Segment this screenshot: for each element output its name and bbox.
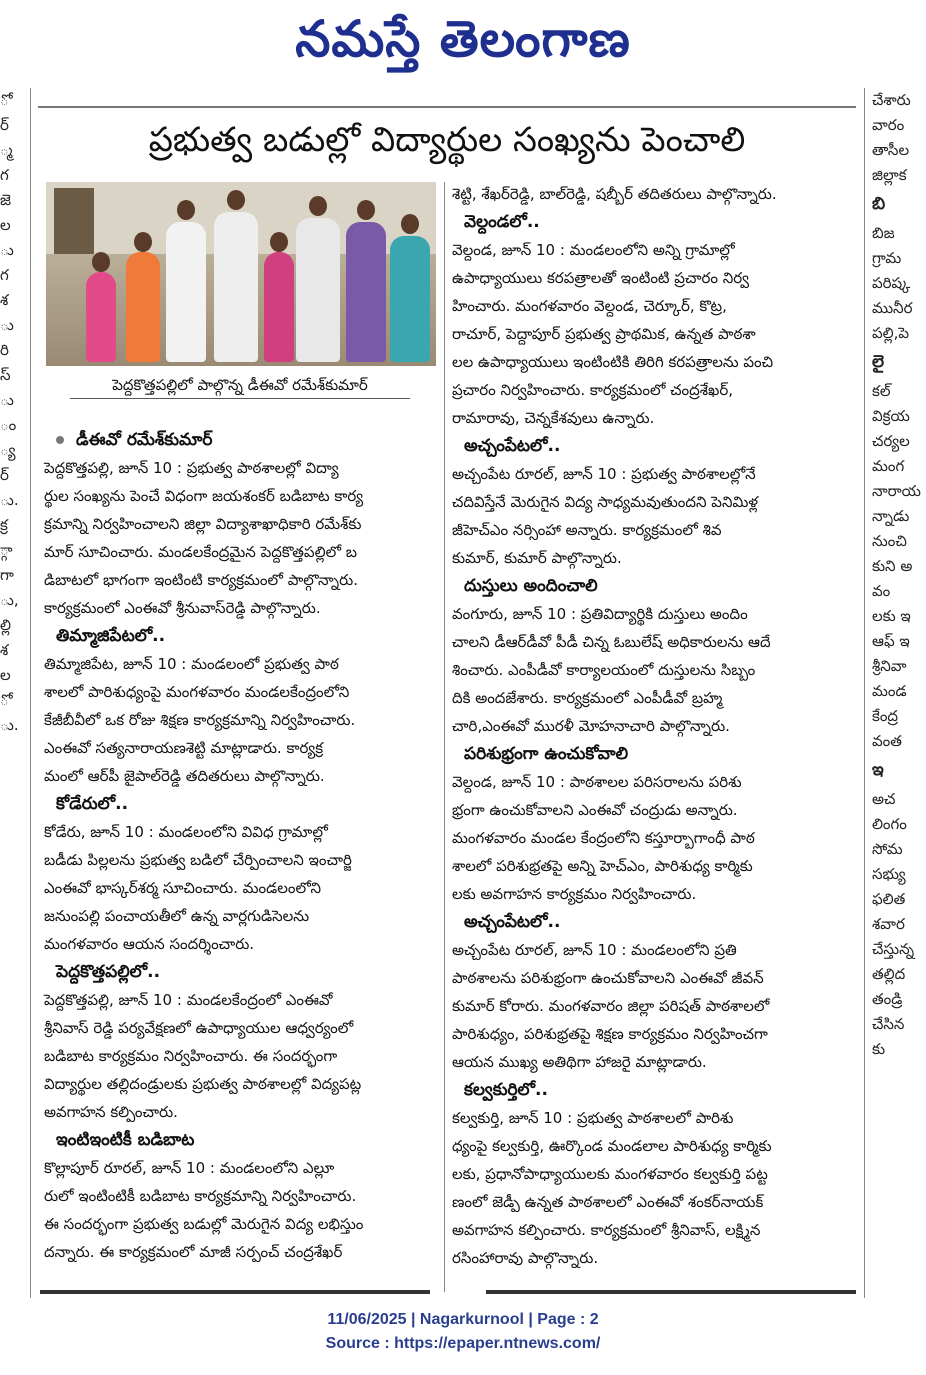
- edge-fragment: ు.: [0, 491, 19, 509]
- edge-fragment: ు.: [0, 716, 19, 734]
- article-top-rule: [38, 106, 856, 108]
- text-line: దికి అందజేశారు. కార్యక్రమంలో ఎంపీడీవో బ్రహ్మ: [452, 689, 723, 707]
- edge-fragment: ్య: [0, 441, 16, 459]
- edge-fragment: పరిష్క: [872, 274, 911, 292]
- edge-fragment: రి: [0, 341, 9, 359]
- photo-adult-figure: [390, 236, 430, 362]
- photo-head: [227, 190, 245, 210]
- text-line: ఎంఈవో భాస్కర్‌శర్మ సూచించారు. మండలంలోని: [44, 879, 322, 897]
- edge-fragment: మండ: [872, 682, 907, 700]
- edge-fragment: ర్: [0, 116, 9, 134]
- text-line: పెద్దకొత్తపల్లి, జూన్ 10 : ప్రభుత్వ పాఠశాలల్లో విద్యా: [44, 459, 339, 477]
- edge-fragment: లింగం: [872, 815, 907, 833]
- section-subheading: తిమ్మాజిపేటలో..: [56, 626, 166, 646]
- edge-fragment: ల్లి: [0, 616, 11, 634]
- text-line: రసింహారావు పాల్గొన్నారు.: [452, 1249, 599, 1267]
- text-line: ఎంఈవో సత్యనారాయణశెట్టి మాట్లాడారు. కార్యక్ర: [44, 739, 324, 757]
- photo-child-figure: [126, 252, 160, 362]
- text-line: లకు, ప్రధానోపాధ్యాయులకు మంగళవారం కల్వకుర్తి పట్ట: [452, 1165, 768, 1183]
- section-subheading: కల్వకుర్తిలో..: [464, 1080, 548, 1100]
- edge-fragment: శ: [0, 641, 9, 659]
- section-subheading: పెద్దకొత్తపల్లిలో..: [56, 962, 161, 982]
- text-line: ఆయన ముఖ్య అతిథిగా హాజరై మాట్లాడారు.: [452, 1053, 707, 1071]
- edge-fragment: గా: [0, 566, 14, 584]
- edge-fragment: ు: [0, 316, 14, 334]
- text-line: చాలని డీఆర్‌డీవో పీడీ చిన్న ఓబులేష్ అధికారులను ఆదే: [452, 633, 771, 651]
- photo-caption: పెద్దకొత్తపల్లిలో పాల్గొన్న డీఈవో రమేశ్‌కుమార్: [70, 372, 410, 399]
- section-subheading: అచ్చంపేటలో..: [464, 912, 561, 932]
- text-line: అవగాహన కల్పించారు. కార్యక్రమంలో శ్రీనివాస్, లక్ష్మిన: [452, 1221, 761, 1239]
- text-line: బడిబాట కార్యక్రమం నిర్వహించారు. ఈ సందర్భంగా: [44, 1047, 338, 1065]
- edge-fragment: నుంచి: [872, 532, 907, 550]
- bottom-headline-fragment: [40, 1290, 430, 1294]
- photo-head: [92, 252, 110, 272]
- page-footer: [0, 1308, 926, 1356]
- edge-fragment: ో: [0, 91, 9, 109]
- edge-fragment: బిజ: [872, 224, 895, 242]
- right-edge-column: [872, 88, 926, 1288]
- edge-fragment: జె: [0, 191, 11, 209]
- text-line: జనుంపల్లి పంచాయతీలో ఉన్న వార్లగుడిసెలను: [44, 907, 310, 925]
- section-subheading: కోడేరులో..: [56, 794, 129, 814]
- edge-fragment: గ: [0, 266, 9, 284]
- edge-fragment: ఇ: [872, 760, 884, 780]
- text-line: విద్యార్థుల తల్లిదండ్రులకు ప్రభుత్వ పాఠశాలల్లో విద్యపట్ల: [44, 1075, 362, 1093]
- text-line: మార్ సూచించారు. మండలకేంద్రమైన పెద్దకొత్తపల్లిలో బ: [44, 543, 358, 561]
- text-line: దన్నారు. ఈ కార్యక్రమంలో మాజీ సర్పంచ్ చంద్రశేఖర్: [44, 1243, 343, 1261]
- edge-fragment: ్గా: [0, 541, 13, 559]
- edge-fragment: సోమ: [872, 840, 903, 858]
- text-line: ప్రచారం నిర్వహించారు. కార్యక్రమంలో చంద్రశేఖర్,: [452, 381, 733, 399]
- article-column-right: [452, 180, 858, 1290]
- text-line: కుమార్, కుమార్ పాల్గొన్నారు.: [452, 549, 622, 567]
- byline: [44, 426, 436, 454]
- section-subheading: వెల్దండలో..: [464, 212, 540, 232]
- section-paragraph: [452, 600, 858, 740]
- edge-fragment: కేంద్ర: [872, 707, 899, 725]
- section-paragraph: [452, 180, 858, 208]
- photo-child-figure: [86, 272, 116, 362]
- text-line: లల ఉపాధ్యాయులు ఇంటింటికి తిరిగి కరపత్రాలను పంచి: [452, 353, 774, 371]
- edge-fragment: లై: [872, 352, 885, 372]
- newspaper-page: [0, 88, 926, 1298]
- text-line: బడీడు పిల్లలను ప్రభుత్వ బడిలో చేర్పించాలని ఇంచార్జి: [44, 851, 352, 869]
- text-line: శెట్టి, శేఖర్‌రెడ్డి, బాల్‌రెడ్డి, షబ్బీర్ తదితరులు పాల్గొన్నారు.: [452, 185, 777, 203]
- text-line: శాలలో పారిశుధ్యంపై మంగళవారం మండలకేంద్రంలోని: [44, 683, 350, 701]
- article-column-left: [44, 426, 436, 1286]
- edge-fragment: వం: [872, 582, 891, 600]
- section-paragraph: [452, 1104, 858, 1272]
- section-paragraph: [44, 454, 436, 622]
- edge-fragment: తల్లిద: [872, 965, 906, 983]
- text-line: డిబాటలో భాగంగా ఇంటింటి కార్యక్రమంలో పాల్గొన్నారు.: [44, 571, 358, 589]
- edge-fragment: మునీర: [872, 299, 913, 317]
- section-paragraph: [44, 1154, 436, 1266]
- text-line: కోడేరు, జూన్ 10 : మండలంలోని వివిధ గ్రామాల్లో: [44, 823, 328, 841]
- edge-fragment: చేస్తున్న: [872, 940, 915, 958]
- text-line: కార్యక్రమంలో ఎంఈవో శ్రీనువాస్‌రెడ్డి పాల్గొన్నారు.: [44, 599, 321, 617]
- edge-fragment: గ్రామ: [872, 249, 902, 267]
- edge-fragment: పల్లి,పె: [872, 324, 910, 342]
- text-line: పాఠశాలను పరిశుభ్రంగా ఉంచుకోవాలని ఎంఈవో జీవన్: [452, 969, 764, 987]
- section-paragraph: [44, 986, 436, 1126]
- edge-fragment: ో: [0, 691, 9, 709]
- footer-source: Source : https://epaper.ntnews.com/: [325, 1335, 601, 1352]
- edge-fragment: వారం: [872, 116, 905, 134]
- edge-fragment: విక్రయ: [872, 407, 910, 425]
- column-rule-left: [30, 88, 31, 1298]
- text-line: మంలో ఆర్‌పీ జైపాల్‌రెడ్డి తదితరులు పాల్గొన్నారు.: [44, 767, 325, 785]
- section-paragraph: [44, 818, 436, 958]
- photo-head: [309, 196, 327, 216]
- text-line: భ్రంగా ఉంచుకోవాలని ఎంఈవో చంద్రుడు అన్నారు.: [452, 801, 738, 819]
- text-line: కొల్లాపూర్ రూరల్, జూన్ 10 : మండలంలోని ఎల్లూ: [44, 1159, 335, 1177]
- section-subheading: ఇంటిఇంటికీ బడిబాట: [56, 1130, 195, 1150]
- masthead-logo: నమస్తే తెలంగాణ: [295, 10, 631, 68]
- bullet-icon: [56, 436, 64, 444]
- text-line: అచ్చంపేట రూరల్, జూన్ 10 : ప్రభుత్వ పాఠశాలల్లోనే: [452, 465, 756, 483]
- edge-fragment: ర్: [0, 466, 9, 484]
- text-line: వంగూరు, జూన్ 10 : ప్రతివిద్యార్థికి దుస్తులు అందిం: [452, 605, 748, 623]
- photo-head: [270, 232, 288, 252]
- text-line: చదివిస్తేనే మెరుగైన విద్య సాధ్యమవుతుందని పెనిమిళ్ల: [452, 493, 759, 511]
- edge-fragment: కు: [872, 1040, 886, 1058]
- edge-fragment: బి: [872, 194, 886, 214]
- edge-fragment: కుని అ: [872, 557, 913, 575]
- edge-fragment: గ: [0, 166, 9, 184]
- edge-fragment: తాసీల: [872, 141, 910, 159]
- photo-head: [401, 214, 419, 234]
- section-subheading: అచ్చంపేటలో..: [464, 436, 561, 456]
- edge-fragment: క్ర: [0, 516, 8, 534]
- text-line: ఈ సందర్భంగా ప్రభుత్వ బడుల్లో మెరుగైన విద్య లభిస్తుం: [44, 1215, 364, 1233]
- photo-door: [54, 188, 94, 254]
- photo-adult-figure: [214, 212, 258, 362]
- photo-adult-figure: [166, 222, 206, 362]
- section-subheading: దుస్తులు అందించాలి: [464, 576, 598, 596]
- edge-fragment: శ్రీనివా: [872, 657, 907, 675]
- byline-text: డీఈవో రమేశ్‌కుమార్: [76, 430, 213, 450]
- edge-fragment: తండ్రి: [872, 990, 903, 1008]
- text-line: ఉపాధ్యాయులు కరపత్రాలతో ఇంటింటి ప్రచారం నిర్వ: [452, 269, 750, 287]
- edge-fragment: చర్యల: [872, 432, 910, 450]
- section-paragraph: [452, 460, 858, 572]
- text-line: శ్రీనివాస్ రెడ్డి పర్యవేక్షణలో ఉపాధ్యాయుల ఆధ్వర్యంలో: [44, 1019, 354, 1037]
- edge-fragment: ు,: [0, 591, 19, 609]
- text-line: రులో ఇంటింటికీ బడిబాట కార్యక్రమాన్ని నిర్వహించారు.: [44, 1187, 357, 1205]
- text-line: కేజీబీవీలో ఒక రోజు శిక్షణ కార్యక్రమాన్ని నిర్వహించారు.: [44, 711, 356, 729]
- edge-fragment: వంత: [872, 732, 902, 750]
- article-photo: [46, 182, 436, 366]
- edge-fragment: ఫలిత: [872, 890, 906, 908]
- text-line: శాలలో పరిశుభ్రతపై అన్ని హెచ్ఎం, పారిశుధ్య కార్మికు: [452, 857, 753, 875]
- edge-fragment: ల: [0, 216, 11, 234]
- edge-fragment: ం: [0, 416, 17, 434]
- left-edge-column: [0, 88, 19, 1288]
- edge-fragment: ల: [0, 666, 11, 684]
- photo-child-figure: [264, 252, 294, 362]
- text-line: హించారు. మంగళవారం వెల్దండ, చెర్కూర్, కొట్ర,: [452, 297, 727, 315]
- section-paragraph: [452, 768, 858, 908]
- column-rule-right: [864, 88, 865, 1298]
- text-line: పారిశుధ్యం, పరిశుభ్రతపై శిక్షణ కార్యక్రమం నిర్వహించగా: [452, 1025, 768, 1043]
- text-line: కుమార్ కోరారు. మంగళవారం జిల్లా పరిషత్ పాఠశాలలో: [452, 997, 770, 1015]
- text-line: రామారావు, చెన్నకేశవులు ఉన్నారు.: [452, 409, 655, 427]
- edge-fragment: నారాయ: [872, 482, 921, 500]
- text-line: చారి,ఎంఈవో మురళీ మోహనాచారి పాల్గొన్నారు.: [452, 717, 730, 735]
- text-line: జీహెచ్ఎం నర్సింహా అన్నారు. కార్యక్రమంలో శివ: [452, 521, 722, 539]
- edge-fragment: ు: [0, 241, 14, 259]
- photo-adult-figure: [346, 222, 386, 362]
- bottom-headline-strip: [40, 1290, 872, 1294]
- edge-fragment: ఆఫ్ ఇ: [872, 632, 910, 650]
- text-line: వెల్దండ, జూన్ 10 : పాఠశాలల పరిసరాలను పరిశు: [452, 773, 742, 791]
- photo-adult-figure: [296, 218, 340, 362]
- edge-fragment: శవార: [872, 915, 905, 933]
- photo-head: [134, 232, 152, 252]
- footer-date-edition: 11/06/2025 | Nagarkurnool | Page : 2: [327, 1311, 599, 1328]
- text-line: అచ్చంపేట రూరల్, జూన్ 10 : మండలంలోని ప్రతి: [452, 941, 737, 959]
- text-line: క్రమాన్ని నిర్వహించాలని జిల్లా విద్యాశాఖాధికారి రమేశ్‌కు: [44, 515, 362, 533]
- section-subheading: పరిశుభ్రంగా ఉంచుకోవాలి: [464, 744, 629, 764]
- edge-fragment: ్మ: [0, 141, 13, 159]
- text-line: తిమ్మాజిపేట, జూన్ 10 : మండలంలో ప్రభుత్వ పాఠ: [44, 655, 339, 673]
- edge-fragment: సభ్యు: [872, 865, 906, 883]
- text-line: ధ్యంపై కల్వకుర్తి, ఊర్కొండ మండలాల పారిశుధ్య కార్మికు: [452, 1137, 772, 1155]
- edge-fragment: చేసిన: [872, 1015, 905, 1033]
- article-headline: ప్రభుత్వ బడుల్లో విద్యార్థుల సంఖ్యను పెంచాలి: [148, 120, 746, 160]
- text-line: లకు అవగాహన కార్యక్రమం నిర్వహించారు.: [452, 885, 697, 903]
- text-line: మంగళవారం మండల కేంద్రంలోని కస్తూర్బాగాంధీ పాఠ: [452, 829, 755, 847]
- section-paragraph: [44, 650, 436, 790]
- text-line: ర్థుల సంఖ్యను పెంచే విధంగా జయశంకర్ బడిబాట కార్య: [44, 487, 364, 505]
- edge-fragment: మంగ: [872, 457, 905, 475]
- edge-fragment: కల్: [872, 382, 891, 400]
- text-line: శించారు. ఎంపీడీవో కార్యాలయంలో దుస్తులను సిబ్బం: [452, 661, 756, 679]
- text-line: అవగాహన కల్పించారు.: [44, 1103, 178, 1121]
- text-line: పెద్దకొత్తపల్లి, జూన్ 10 : మండలకేంద్రంలో ఎంఈవో: [44, 991, 333, 1009]
- edge-fragment: న్నాడు: [872, 507, 910, 525]
- photo-head: [357, 200, 375, 220]
- text-line: కల్వకుర్తి, జూన్ 10 : ప్రభుత్వ పాఠశాలలో పారిశు: [452, 1109, 734, 1127]
- edge-fragment: జిల్లాక: [872, 166, 907, 184]
- edge-fragment: లకు ఇ: [872, 607, 911, 625]
- edge-fragment: అచ: [872, 790, 896, 808]
- text-line: మంగళవారం ఆయన సందర్శించారు.: [44, 935, 255, 953]
- text-line: రాచూర్, పెద్దాపూర్ ప్రభుత్వ ప్రాథమిక, ఉన్నత పాఠశా: [452, 325, 756, 343]
- text-line: ణంలో జెడ్పీ ఉన్నత పాఠశాలలో ఎంఈవో శంకర్‌నాయక్: [452, 1193, 764, 1211]
- edge-fragment: స్: [0, 366, 11, 384]
- column-rule-middle: [444, 182, 445, 1292]
- edge-fragment: శ: [0, 291, 9, 309]
- section-paragraph: [452, 236, 858, 432]
- section-paragraph: [452, 936, 858, 1076]
- photo-head: [177, 200, 195, 220]
- edge-fragment: చేశారు: [872, 91, 911, 109]
- bottom-headline-fragment: [486, 1290, 856, 1294]
- edge-fragment: ు: [0, 391, 14, 409]
- text-line: వెల్దండ, జూన్ 10 : మండలంలోని అన్ని గ్రామాల్లో: [452, 241, 735, 259]
